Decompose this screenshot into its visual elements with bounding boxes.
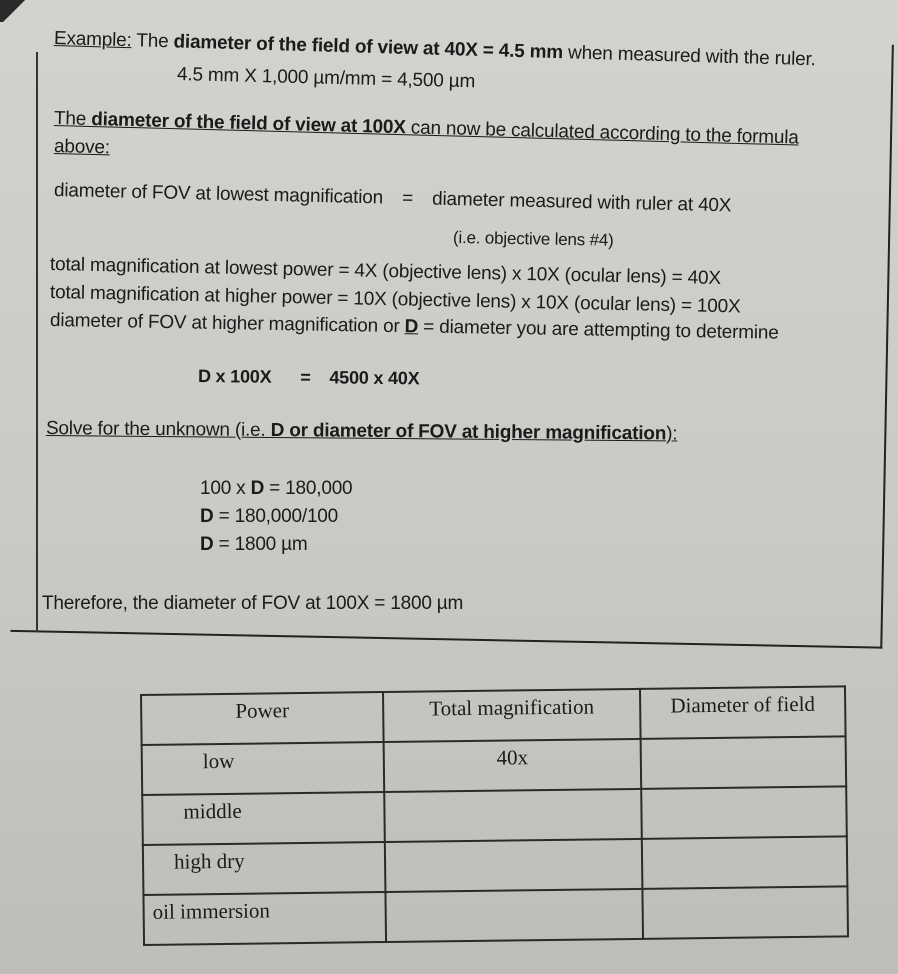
def-d-post: = diameter you are attempting to determine (417, 316, 779, 344)
magnification-table (140, 685, 849, 946)
equation-lhs: D x 100X (197, 366, 272, 387)
table-row (143, 836, 848, 895)
example-box-left-border (36, 52, 38, 632)
cell-power: middle (142, 792, 385, 845)
intro-the: The (53, 108, 92, 130)
formula-right: diameter measured with ruler at 40X (431, 188, 732, 217)
step-1-d: D (250, 478, 265, 499)
cell-diam (641, 786, 847, 839)
cell-mag: 40x (384, 739, 642, 792)
step-2 (200, 506, 338, 528)
table-row (143, 886, 848, 945)
header-power: Power (141, 692, 384, 745)
intro-rest: can now be calculated according to the formula (405, 117, 799, 149)
def-d-pre: diameter of FOV at higher magnification or (49, 310, 405, 338)
step-2-d: D (200, 506, 214, 527)
def-low: total magnification at lowest power = 4X (objective lens) x 10X (ocular lens) = 40X (49, 254, 722, 290)
equation-rhs: 4500 x 40X (329, 367, 420, 389)
table-header-row (141, 686, 846, 745)
cell-mag (384, 789, 642, 842)
def-high: total magnification at higher power = 10X (objective lens) x 10X (ocular lens) = 100X (49, 282, 741, 318)
example-label: Example: (53, 28, 132, 52)
table-row (142, 736, 847, 795)
intro-bold: diameter of the field of view at 100X (90, 108, 407, 139)
equation-eq: = (300, 367, 311, 388)
cell-power: oil immersion (143, 892, 386, 945)
step-1-post: = 180,000 (264, 478, 353, 499)
formula-left: diameter of FOV at lowest magnification (53, 180, 384, 209)
example-calc: 4.5 mm X 1,000 µm/mm = 4,500 µm (176, 64, 476, 93)
formula-equals: = (401, 187, 414, 210)
cell-diam (641, 736, 847, 789)
cell-diam (642, 886, 848, 939)
example-text-bold: diameter of the field of view at 40X = 4.5 mm (173, 31, 564, 64)
step-2-post: = 180,000/100 (213, 506, 339, 527)
formula-note: (i.e. objective lens #4) (452, 228, 614, 250)
header-total-magnification: Total magnification (383, 689, 641, 742)
header-diameter: Diameter of field (640, 686, 846, 739)
example-text-c: when measured with the ruler. (562, 42, 816, 71)
intro-above: above: (53, 136, 111, 159)
cell-diam (642, 836, 848, 889)
page-corner (0, 0, 40, 22)
step-1-pre: 100 x (200, 478, 251, 499)
solve-bold: D or diameter of FOV at higher magnification (270, 419, 667, 445)
example-text-a: The (131, 30, 174, 53)
step-3 (200, 534, 308, 556)
conclusion: Therefore, the diameter of FOV at 100X = 1800 µm (42, 593, 464, 614)
solve-pre: Solve for the unknown (i.e. (45, 418, 271, 441)
def-d-letter: D (404, 316, 419, 338)
equation (198, 366, 420, 389)
cell-power: low (142, 742, 385, 795)
cell-mag (385, 889, 643, 942)
step-1 (200, 478, 352, 500)
solve-post: ): (666, 423, 678, 445)
cell-power: high dry (143, 842, 386, 895)
table-row (142, 786, 847, 845)
step-3-post: = 1800 µm (213, 534, 308, 555)
cell-mag (385, 839, 643, 892)
step-3-d: D (200, 534, 214, 555)
